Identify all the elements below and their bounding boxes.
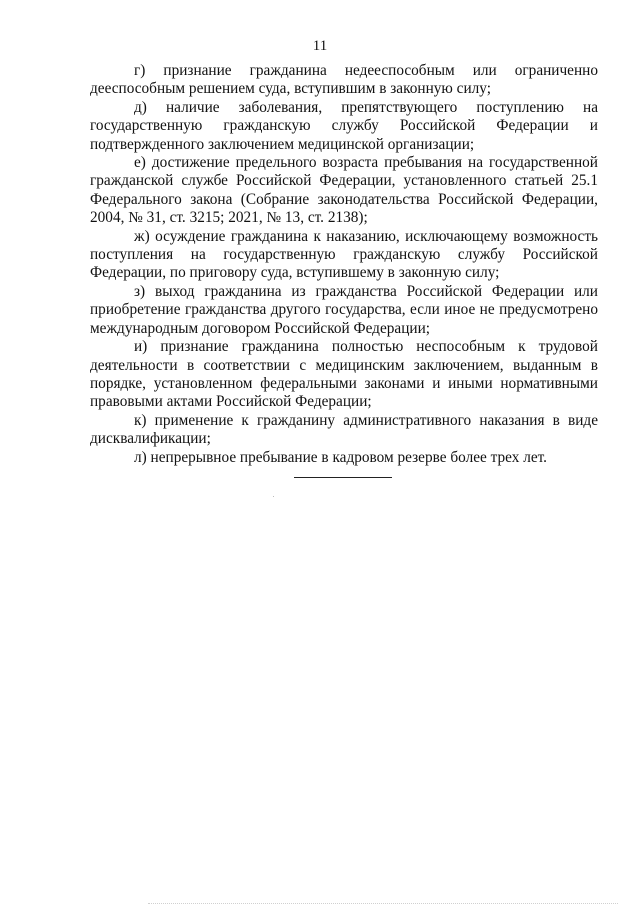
paragraph-d: д) наличие заболевания, препятствующего поступлению на государственную гражданскую службу Российской Федерации и подтвержденного заключением медицинской организации; <box>90 98 598 153</box>
paragraph-zh: ж) осуждение гражданина к наказанию, исключающему возможность поступления на государственную гражданскую службу Российской Федерации, по приговору суда, вступившему в законную силу; <box>90 227 598 282</box>
page-number: 11 <box>312 38 328 54</box>
paragraph-z: з) выход гражданина из гражданства Российской Федерации или приобретение гражданства другого государства, если иное не предусмотрено международным договором Российской Федерации; <box>90 282 598 337</box>
paragraph-e: е) достижение предельного возраста пребывания на государственной гражданской службе Российской Федерации, установленного статьей 25.1 Федерального закона (Собрание законодательства Российской Федерации, 2004, № 31, ст. 3215; 2021, № 13, ст. 2138); <box>90 154 598 227</box>
end-separator-line <box>294 477 392 478</box>
document-body <box>90 62 598 467</box>
paragraph-l: л) непрерывное пребывание в кадровом резерве более трех лет. <box>134 448 547 466</box>
paragraph-i: и) признание гражданина полностью неспособным к трудовой деятельности в соответствии с медицинским заключением, выданным в порядке, установленном федеральными законами и иными нормативными правовыми актами Российской Федерации; <box>90 338 598 411</box>
paragraph-g: г) признание гражданина недееспособным или ограниченно дееспособным решением суда, вступившим в законную силу; <box>90 62 598 98</box>
scan-speck <box>273 496 274 497</box>
paragraph-k: к) применение к гражданину административного наказания в виде дисквалификации; <box>90 411 598 448</box>
scan-bottom-edge <box>148 903 618 904</box>
